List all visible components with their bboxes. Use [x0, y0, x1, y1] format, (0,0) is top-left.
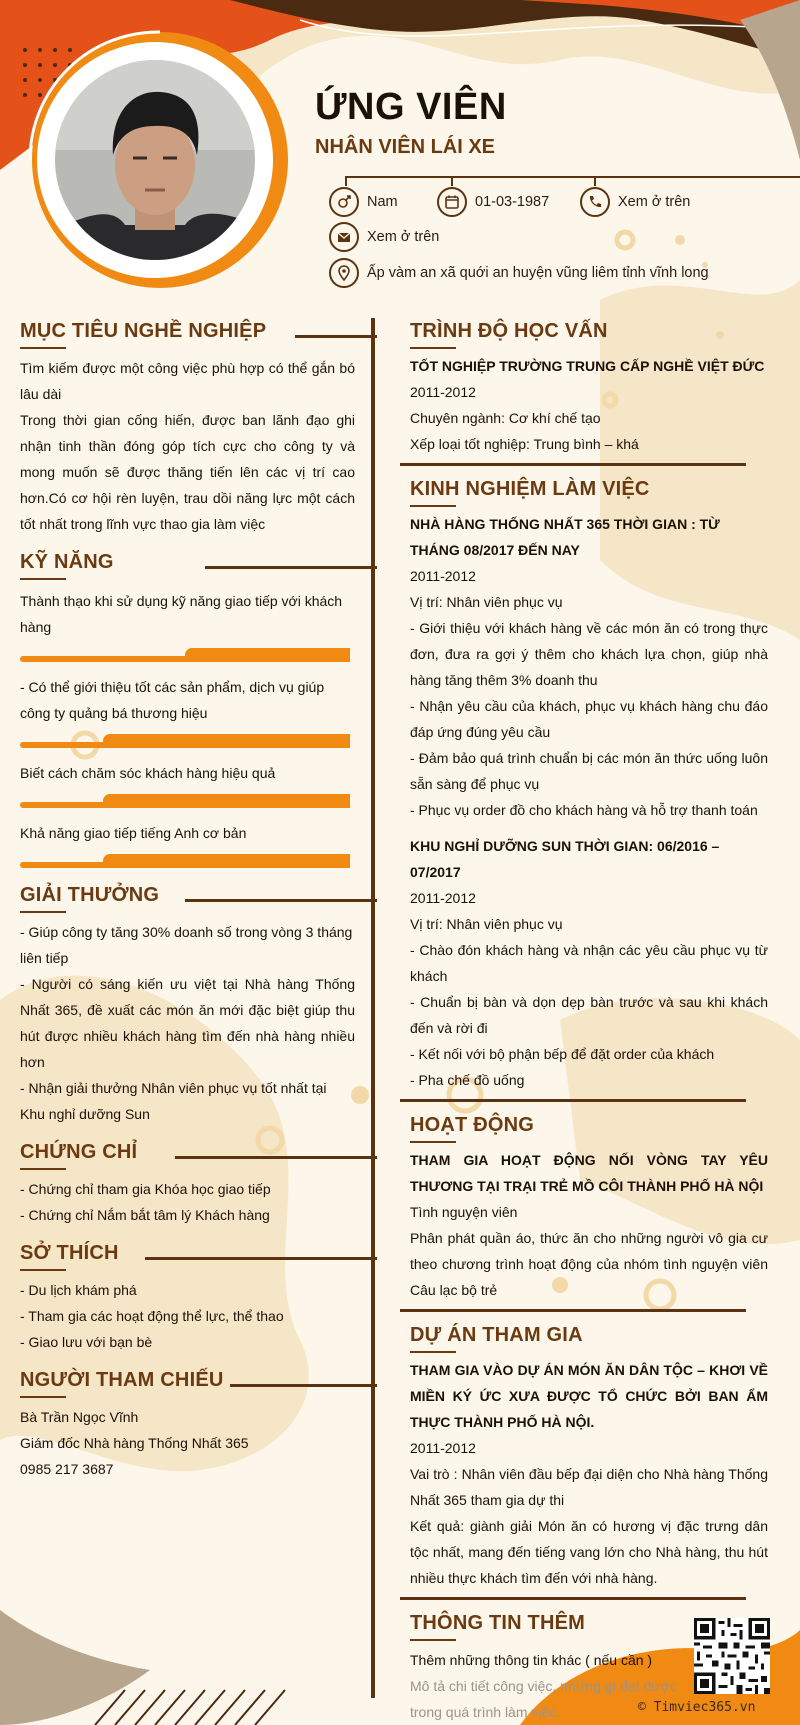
job-duty: - Đảm bảo quá trình chuẩn bị các món ăn thức uống luôn sẵn sàng để phục vụ [410, 750, 768, 792]
job-duty: - Giới thiệu với khách hàng về các món ăn có trong thực đơn, đưa ra gợi ý thêm cho khách lựa chọn, giúp nhà hàng tăng thêm 3% doanh thu [410, 620, 768, 688]
objective-text-1: Tìm kiếm được một công việc phù hợp có thể gắn bó lâu dài [20, 360, 355, 402]
qr-code [694, 1618, 770, 1694]
job-duty: - Chào đón khách hàng và nhận các yêu cầu phục vụ từ khách [410, 942, 768, 984]
gender-info [329, 187, 398, 217]
section-divider [400, 463, 746, 466]
section-title: SỞ THÍCH [20, 1242, 355, 1271]
certificates-section [20, 1141, 355, 1228]
section-title: CHỨNG CHỈ [20, 1141, 355, 1170]
gender-value: Nam [367, 194, 398, 210]
skill-item [20, 820, 355, 868]
job-entry [410, 511, 768, 823]
section-title: HOẠT ĐỘNG [410, 1114, 768, 1143]
extra-info-line: Thêm những thông tin khác ( nếu cần ) [410, 1652, 653, 1668]
hobbies-section [20, 1242, 355, 1355]
reference-phone: 0985 217 3687 [20, 1461, 114, 1477]
skill-label: Biết cách chăm sóc khách hàng hiệu quả [20, 765, 276, 781]
section-divider [400, 1309, 746, 1312]
header-divider-tick [594, 176, 596, 186]
skill-level-bar [20, 854, 350, 868]
birthdate-info [437, 187, 549, 217]
skills-section [20, 551, 355, 868]
section-title: GIẢI THƯỞNG [20, 884, 355, 913]
job-duty: - Chuẩn bị bàn và dọn dẹp bàn trước và sau khi khách đến và rời đi [410, 994, 768, 1036]
job-position: Vị trí: Nhân viên phục vụ [410, 916, 563, 932]
section-title: MỤC TIÊU NGHỀ NGHIỆP [20, 320, 355, 349]
skill-level-bar [20, 734, 350, 748]
project-result: Kết quả: giành giải Món ăn có hương vị đặc trưng dân tộc nhất, mang đến tiếng vang lớn cho Nhà hàng, thu hút nhiều thực khách tìm đến với nhà hàng. [410, 1518, 768, 1586]
project-role: Vai trò : Nhân viên đầu bếp đại diện cho Nhà hàng Thống Nhất 365 tham gia dự thi [410, 1466, 768, 1508]
job-duty: - Kết nối với bộ phận bếp để đặt order của khách [410, 1046, 715, 1062]
job-duty: - Pha chế đồ uống [410, 1072, 525, 1088]
education-major: Chuyên ngành: Cơ khí chế tạo [410, 410, 601, 426]
skill-label: Khả năng giao tiếp tiếng Anh cơ bản [20, 825, 247, 841]
job-entry [410, 833, 768, 1093]
school-name: TỐT NGHIỆP TRƯỜNG TRUNG CẤP NGHỀ VIỆT ĐỨC [410, 358, 765, 374]
certificate-item: - Chứng chỉ tham gia Khóa học giao tiếp [20, 1181, 271, 1197]
section-title: NGƯỜI THAM CHIẾU [20, 1369, 355, 1398]
section-connector [230, 1384, 377, 1387]
objective-section [20, 320, 355, 537]
hobby-item: - Du lịch khám phá [20, 1282, 137, 1298]
header-divider [345, 176, 800, 178]
phone-info [580, 187, 690, 217]
job-duty: - Phục vụ order đồ cho khách hàng và hỗ trợ thanh toán [410, 802, 758, 818]
project-name: THAM GIA VÀO DỰ ÁN MÓN ĂN DÂN TỘC – KHƠI VỀ MIỀN KÝ ỨC XƯA ĐƯỢC TỔ CHỨC BỞI BAN ẨM THỰC THÀNH PHỐ HÀ NỘI. [410, 1362, 768, 1430]
job-title: NHÂN VIÊN LÁI XE [315, 136, 496, 158]
award-item: - Nhận giải thưởng Nhân viên phục vụ tốt nhất tại Khu nghỉ dưỡng Sun [20, 1080, 327, 1122]
hobby-item: - Tham gia các hoạt động thể lực, thể thao [20, 1308, 284, 1324]
section-connector [175, 1156, 377, 1159]
timeline-spine [371, 318, 375, 1698]
hobby-item: - Giao lưu với bạn bè [20, 1334, 153, 1350]
address-info [329, 258, 709, 288]
section-connector [295, 335, 377, 338]
experience-section [410, 478, 768, 1102]
skill-label: - Có thể giới thiệu tốt các sản phẩm, dịch vụ giúp công ty quảng bá thương hiệu [20, 679, 325, 721]
candidate-name: ỨNG VIÊN [315, 86, 507, 128]
skill-label: Thành thạo khi sử dụng kỹ năng giao tiếp với khách hàng [20, 593, 343, 635]
award-item: - Giúp công ty tăng 30% doanh số trong vòng 3 tháng liên tiếp [20, 924, 353, 966]
projects-section [410, 1324, 768, 1600]
section-title: KINH NGHIỆM LÀM VIỆC [410, 478, 768, 507]
phone-value: Xem ở trên [618, 194, 691, 210]
awards-section [20, 884, 355, 1127]
activity-role: Tình nguyện viên [410, 1204, 518, 1220]
section-title: DỰ ÁN THAM GIA [410, 1324, 768, 1353]
address-value: Ấp vàm an xã quới an huyện vũng liêm tỉnh vĩnh long [367, 265, 709, 281]
header-divider-tick [345, 176, 347, 186]
section-title: KỸ NĂNG [20, 551, 355, 580]
skill-level-bar [20, 648, 350, 662]
education-years: 2011-2012 [410, 384, 476, 400]
section-connector [205, 566, 377, 569]
extra-info-placeholder: Mô tả chi tiết công việc, những gì đạt được trong quá trình làm việc. [410, 1678, 677, 1720]
gender-icon [329, 187, 359, 217]
email-info [329, 222, 439, 252]
section-divider [400, 1597, 746, 1600]
reference-name: Bà Trần Ngọc Vĩnh [20, 1409, 139, 1425]
skill-level-bar [20, 794, 350, 808]
phone-icon [580, 187, 610, 217]
job-company: KHU NGHỈ DƯỠNG SUN THỜI GIAN: 06/2016 – 07/2017 [410, 838, 720, 880]
envelope-icon [329, 222, 359, 252]
section-title: THÔNG TIN THÊM [410, 1612, 768, 1641]
skill-item [20, 760, 355, 808]
right-column [410, 320, 768, 1725]
calendar-icon [437, 187, 467, 217]
birthdate-value: 01-03-1987 [475, 194, 550, 210]
header-divider-tick [451, 176, 453, 186]
job-position: Vị trí: Nhân viên phục vụ [410, 594, 563, 610]
job-years: 2011-2012 [410, 568, 476, 584]
education-section [410, 320, 768, 466]
education-grade: Xếp loại tốt nghiệp: Trung bình – khá [410, 436, 639, 452]
award-item: - Người có sáng kiến ưu việt tại Nhà hàng Thống Nhất 365, đề xuất các món ăn mới đặc biệt giúp thu hút được nhiều khách hàng tìm đến nhà hàng nhiều hơn [20, 976, 355, 1070]
section-divider [400, 1099, 746, 1102]
activity-desc: Phân phát quần áo, thức ăn cho những người vô gia cư theo chương trình hoạt động của nhóm tình nguyện viên Câu lạc bộ trẻ [410, 1230, 768, 1298]
references-section [20, 1369, 355, 1482]
profile-photo [55, 60, 255, 260]
job-years: 2011-2012 [410, 890, 476, 906]
reference-role: Giám đốc Nhà hàng Thống Nhất 365 [20, 1435, 249, 1451]
section-connector [185, 899, 377, 902]
job-duty: - Nhận yêu cầu của khách, phục vụ khách hàng chu đáo đáp ứng đúng yêu cầu [410, 698, 768, 740]
job-company: NHÀ HÀNG THỐNG NHẤT 365 THỜI GIAN : TỪ THÁNG 08/2017 ĐẾN NAY [410, 516, 720, 558]
left-column [20, 320, 355, 1482]
certificate-item: - Chứng chỉ Nắm bắt tâm lý Khách hàng [20, 1207, 270, 1223]
section-connector [145, 1257, 377, 1260]
avatar [55, 60, 255, 260]
skill-item [20, 674, 355, 748]
project-years: 2011-2012 [410, 1440, 476, 1456]
skill-item [20, 588, 355, 662]
copyright-text: © Timviec365.vn [638, 1700, 756, 1715]
objective-text-2: Trong thời gian cống hiến, được ban lãnh đạo ghi nhận tinh thần đóng góp tích cực cho công ty và mong muốn sẽ được thăng tiến lên các vị trí cao hơn.Có cơ hội rèn luyện, trau dồi năng lực một cách tốt nhất trong lĩnh vực thao gia làm việc [20, 412, 355, 532]
email-value: Xem ở trên [367, 229, 440, 245]
activities-section [410, 1114, 768, 1312]
section-title: TRÌNH ĐỘ HỌC VẤN [410, 320, 768, 349]
activity-name: THAM GIA HOẠT ĐỘNG NỐI VÒNG TAY YÊU THƯƠNG TẠI TRẠI TRẺ MỒ CÔI THÀNH PHỐ HÀ NỘI [410, 1152, 768, 1194]
location-pin-icon [329, 258, 359, 288]
